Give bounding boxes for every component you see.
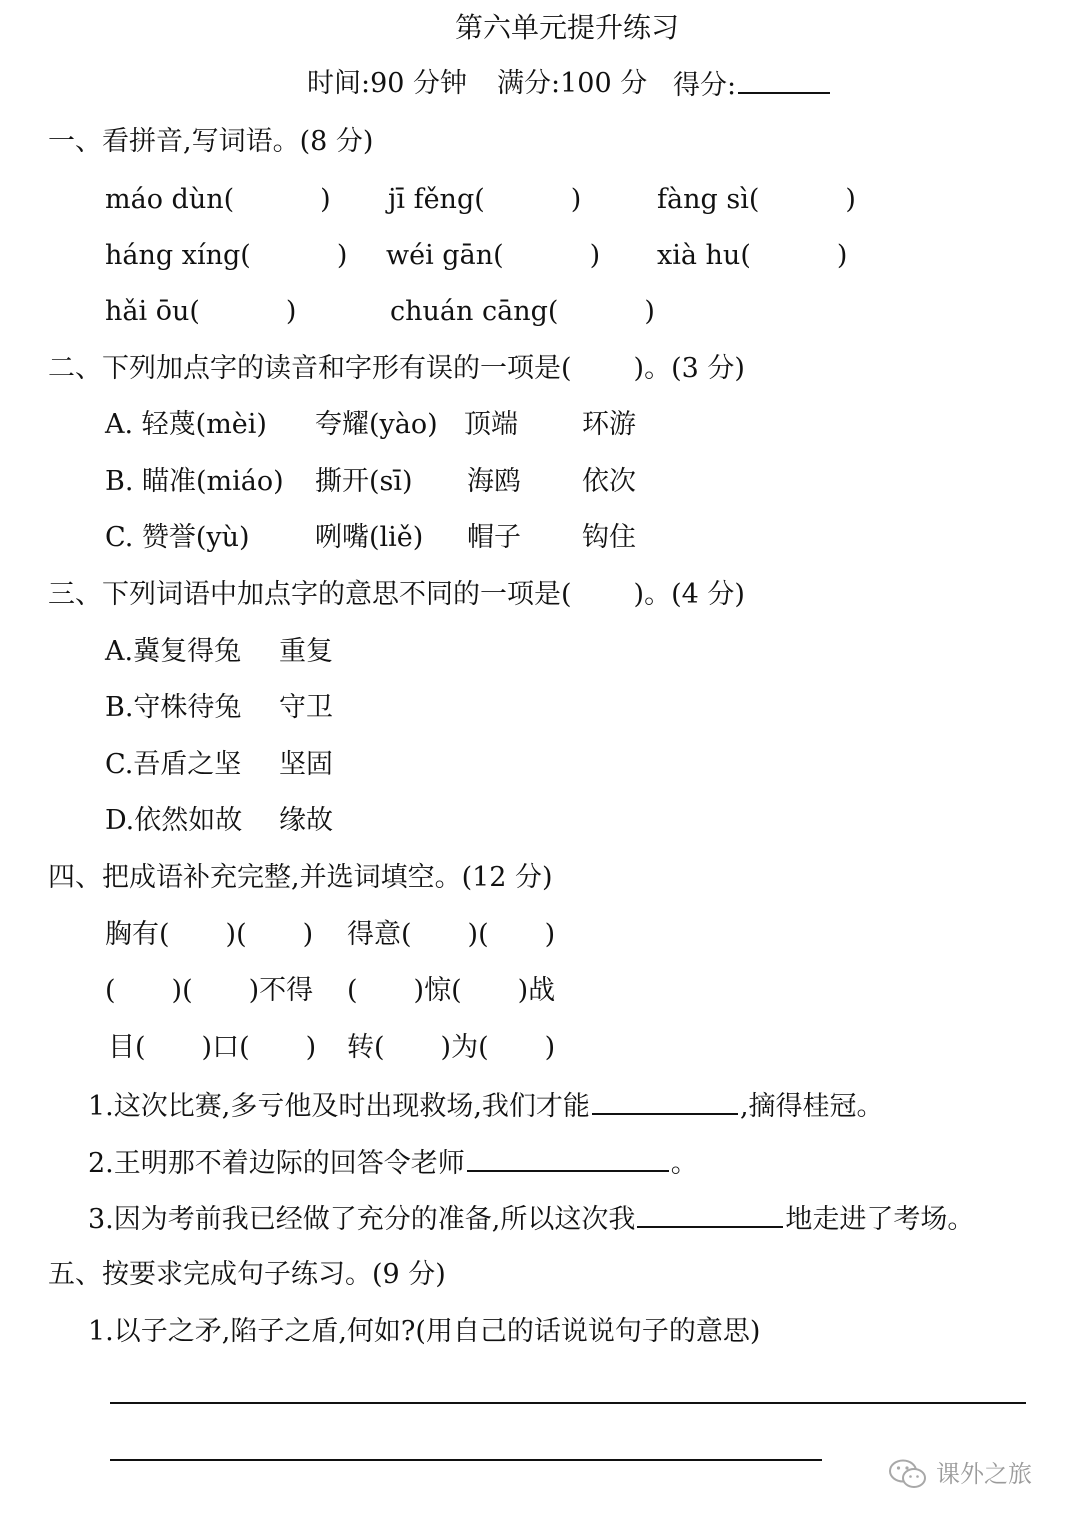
q3-option-word: 缘故: [279, 805, 333, 836]
full-score: 满分:100 分: [497, 68, 648, 99]
q3-option[interactable]: D.依然如故: [105, 805, 243, 836]
fill-sentence-2: 2.王明那不着边际的回答令老师 。: [88, 1148, 698, 1179]
q1-item[interactable]: fàng sì( ): [657, 184, 856, 215]
q1-item[interactable]: hǎi ōu( ): [105, 296, 297, 327]
watermark: [888, 1458, 1032, 1490]
q2-heading: 二、下列加点字的读音和字形有误的一项是( )。(3 分): [48, 353, 745, 384]
q2-option-word: 环游: [582, 409, 636, 440]
fill-sentence-1: 1.这次比赛,多亏他及时出现救场,我们才能 ,摘得桂冠。: [88, 1091, 884, 1122]
q1-item[interactable]: máo dùn( ): [105, 184, 331, 215]
q2-option-word: 咧嘴(liě): [315, 522, 424, 553]
q2-option-word: 依次: [582, 466, 636, 497]
q4-heading: 四、把成语补充完整,并选词填空。(12 分): [48, 862, 553, 893]
q1-heading: 一、看拼音,写词语。(8 分): [48, 126, 374, 157]
watermark-text: 课外之旅: [936, 1460, 1032, 1488]
q3-option-word: 重复: [279, 636, 333, 667]
q2-option-word: 帽子: [467, 522, 521, 553]
q1-item[interactable]: xià hu( ): [657, 240, 848, 271]
score-label: 得分:: [673, 70, 737, 101]
q2-option[interactable]: C. 赞誉(yù): [105, 522, 250, 553]
page-title: 第六单元提升练习: [455, 11, 680, 44]
q1-item[interactable]: háng xíng( ): [105, 240, 348, 271]
wechat-icon: [888, 1458, 928, 1490]
fill-blank-2[interactable]: [467, 1148, 669, 1172]
q5-heading: 五、按要求完成句子练习。(9 分): [48, 1259, 446, 1290]
answer-line[interactable]: [110, 1459, 822, 1461]
q5-item-1: 1.以子之矛,陷子之盾,何如?(用自己的话说说句子的意思): [88, 1316, 761, 1347]
q2-option-word: 顶端: [464, 409, 518, 440]
score-field[interactable]: [673, 70, 832, 99]
q2-option-word: 夸耀(yào): [315, 409, 438, 440]
fill-blank-1[interactable]: [592, 1091, 738, 1115]
q3-option-word: 守卫: [279, 692, 333, 723]
idiom-item[interactable]: 转( )为( ): [347, 1032, 556, 1063]
q3-option[interactable]: A.冀复得兔: [105, 636, 242, 667]
q2-option-word: 撕开(sī): [315, 466, 413, 497]
q3-option-word: 坚固: [279, 749, 333, 780]
q1-item[interactable]: chuán cāng( ): [390, 296, 655, 327]
answer-line[interactable]: [110, 1402, 1026, 1404]
q2-option-word: 钩住: [582, 522, 636, 553]
q3-option[interactable]: C.吾盾之坚: [105, 749, 242, 780]
idiom-item[interactable]: 胸有( )( ): [105, 919, 314, 950]
idiom-item[interactable]: ( )( )不得: [105, 975, 314, 1006]
q1-item[interactable]: jī fěng( ): [388, 184, 582, 215]
fill-blank-3[interactable]: [637, 1204, 783, 1228]
idiom-item[interactable]: 得意( )( ): [347, 919, 556, 950]
q3-option[interactable]: B.守株待兔: [105, 692, 242, 723]
q2-option[interactable]: B. 瞄准(miáo): [105, 466, 284, 497]
time-limit: 时间:90 分钟: [307, 68, 468, 99]
q2-option[interactable]: A. 轻蔑(mèi): [105, 409, 267, 440]
score-blank[interactable]: [738, 70, 830, 94]
q3-heading: 三、下列词语中加点字的意思不同的一项是( )。(4 分): [48, 579, 745, 610]
fill-sentence-3: 3.因为考前我已经做了充分的准备,所以这次我 地走进了考场。: [88, 1204, 975, 1235]
idiom-item[interactable]: 目( )口( ): [108, 1032, 317, 1063]
idiom-item[interactable]: ( )惊( )战: [347, 975, 556, 1006]
q1-item[interactable]: wéi gān( ): [386, 240, 601, 271]
q2-option-word: 海鸥: [467, 466, 521, 497]
